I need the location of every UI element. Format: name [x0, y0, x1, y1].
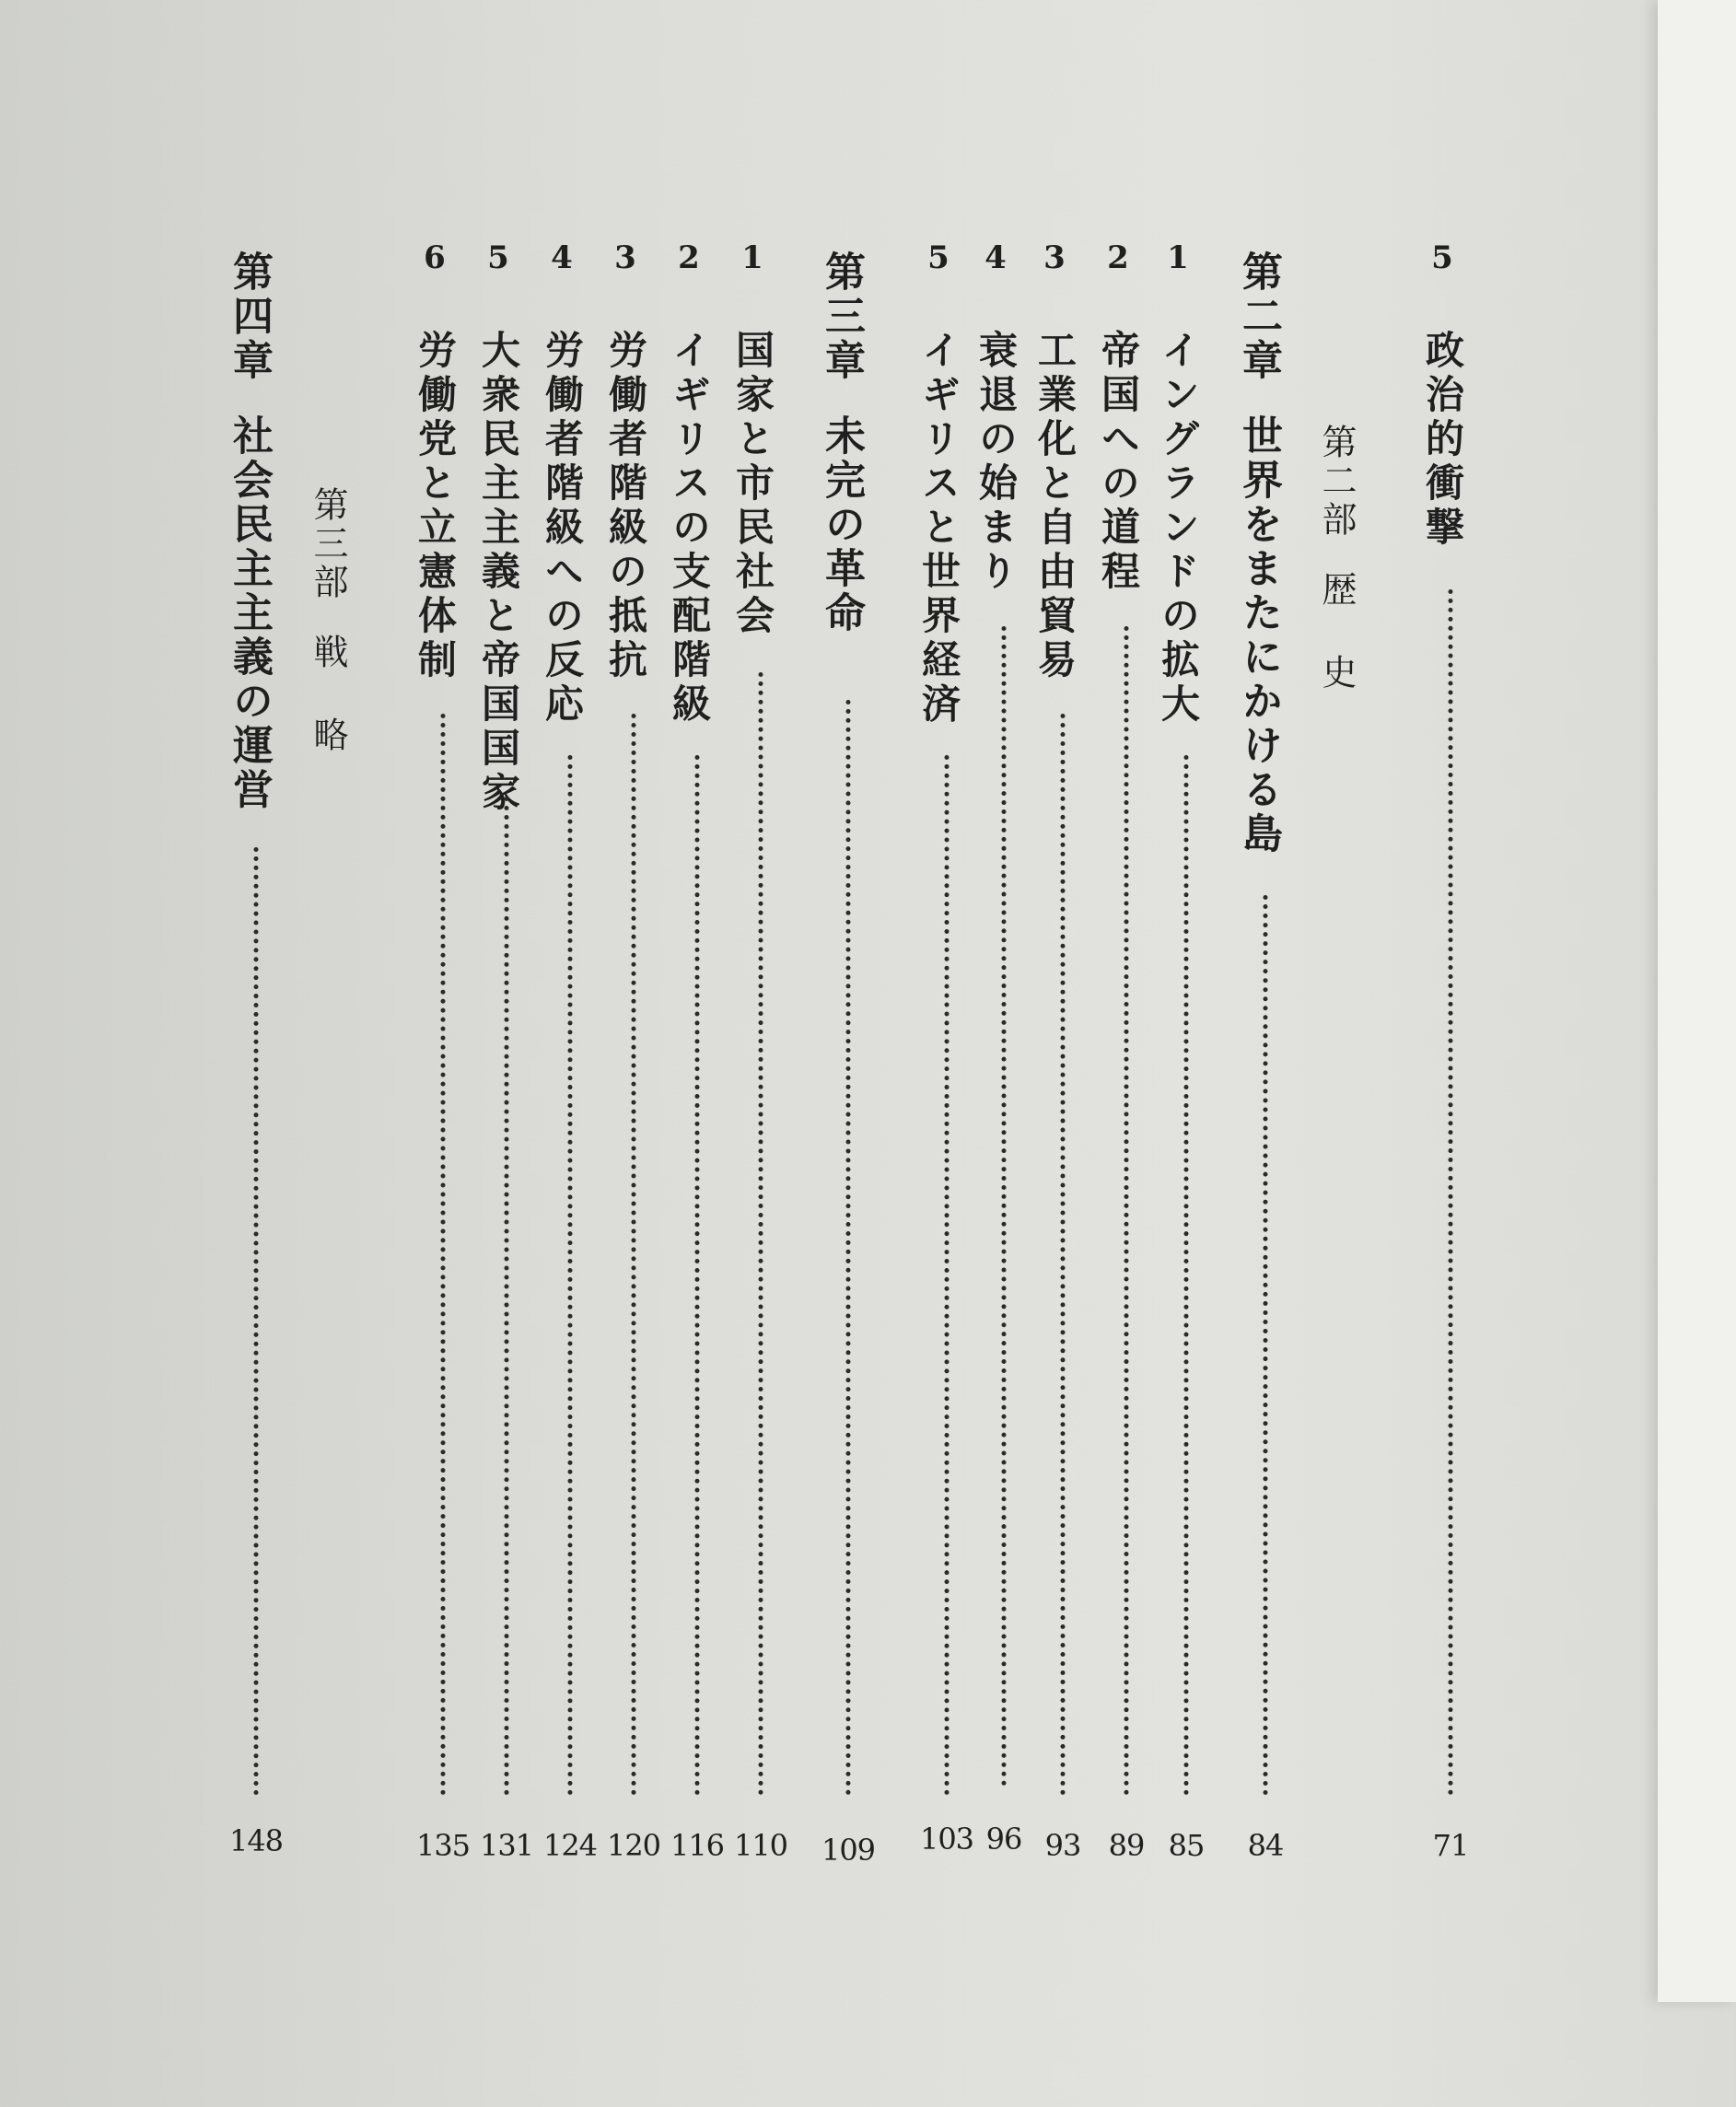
section-number: 5	[1424, 239, 1461, 282]
page-number: 93	[1044, 1828, 1081, 1863]
dot-leader	[1264, 895, 1268, 1796]
toc-entry[interactable]	[228, 250, 284, 1871]
toc-entry[interactable]	[603, 239, 661, 1863]
toc-entry[interactable]	[1235, 250, 1293, 1871]
dot-leader	[945, 755, 950, 1796]
chapter-label: 第三章	[818, 250, 865, 383]
toc-entry[interactable]	[1156, 239, 1214, 1863]
section-number: 1	[734, 239, 771, 282]
section-title: 労働党と立憲体制	[413, 330, 458, 683]
dot-leader	[1061, 714, 1066, 1796]
dot-leader	[441, 714, 446, 1796]
toc-entry[interactable]	[1096, 239, 1154, 1863]
section-number: 3	[1036, 239, 1073, 282]
part-title: 歴 史	[1316, 571, 1357, 693]
page-number: 96	[985, 1822, 1022, 1857]
dot-leader	[1184, 755, 1189, 1796]
section-number: 4	[543, 239, 580, 282]
toc-entry[interactable]	[1032, 239, 1090, 1863]
dot-leader	[568, 755, 573, 1796]
section-number: 4	[977, 239, 1014, 282]
part-label: 第二部	[1316, 424, 1357, 540]
part-title: 戦 略	[308, 634, 348, 755]
page-number: 71	[1432, 1828, 1469, 1863]
section-title: 帝国への道程	[1096, 330, 1141, 595]
section-number: 2	[670, 239, 707, 282]
chapter-label: 第二章	[1235, 250, 1282, 383]
part-label: 第三部	[308, 486, 348, 602]
dot-leader	[254, 847, 259, 1796]
dot-leader	[505, 797, 509, 1796]
toc-entry[interactable]	[973, 239, 1031, 1860]
page-number: 120	[606, 1828, 661, 1863]
page-number: 84	[1247, 1828, 1284, 1863]
chapter-title: 未完の革命	[818, 414, 865, 635]
dot-leader	[1124, 626, 1129, 1796]
toc-entry[interactable]	[413, 239, 471, 1863]
section-number: 5	[920, 239, 957, 282]
toc-entry[interactable]	[476, 239, 534, 1863]
chapter-title: 世界をまたにかける島	[1235, 414, 1282, 856]
page-number: 109	[821, 1833, 876, 1868]
section-number: 5	[480, 239, 517, 282]
dot-leader	[632, 714, 636, 1796]
section-number: 1	[1159, 239, 1196, 282]
chapter-title: 社会民主主義の運営	[226, 414, 273, 812]
section-title: 労働者階級の抵抗	[603, 330, 648, 683]
page-number: 148	[228, 1823, 284, 1858]
section-title: 政治的衝撃	[1420, 330, 1465, 551]
page-number: 131	[479, 1828, 534, 1863]
toc-entry[interactable]	[818, 250, 876, 1871]
section-title: 国家と市民社会	[730, 330, 775, 639]
dot-leader	[1449, 589, 1453, 1796]
chapter-label: 第四章	[226, 250, 273, 383]
part-heading	[1316, 424, 1374, 2044]
dot-leader	[759, 672, 763, 1796]
toc-entry[interactable]	[1420, 239, 1478, 1863]
page-number: 116	[670, 1828, 725, 1863]
toc-entry[interactable]	[667, 239, 725, 1863]
section-title: イギリスの支配階級	[667, 330, 712, 728]
section-title: 労働者階級への反応	[540, 330, 585, 728]
section-title: 大衆民主主義と帝国国家	[476, 330, 521, 816]
page-number: 103	[919, 1822, 974, 1857]
section-number: 2	[1100, 239, 1136, 282]
toc-entry[interactable]	[730, 239, 788, 1863]
part-heading	[310, 486, 366, 2107]
section-title: 衰退の始まり	[973, 330, 1019, 595]
section-title: イングランドの拡大	[1156, 330, 1201, 728]
toc-entry[interactable]	[916, 239, 974, 1860]
page-number: 135	[415, 1828, 471, 1863]
page-number: 124	[542, 1828, 598, 1863]
section-title: 工業化と自由貿易	[1032, 330, 1078, 683]
dot-leader	[846, 700, 851, 1796]
section-number: 3	[607, 239, 644, 282]
adjacent-page-edge	[1658, 0, 1736, 2002]
section-title: イギリスと世界経済	[916, 330, 961, 728]
dot-leader	[1002, 626, 1007, 1787]
page-number: 89	[1108, 1828, 1145, 1863]
page-number: 110	[733, 1828, 788, 1863]
section-number: 6	[416, 239, 453, 282]
dot-leader	[695, 755, 700, 1796]
page-number: 85	[1168, 1828, 1205, 1863]
toc-entry[interactable]	[540, 239, 598, 1863]
